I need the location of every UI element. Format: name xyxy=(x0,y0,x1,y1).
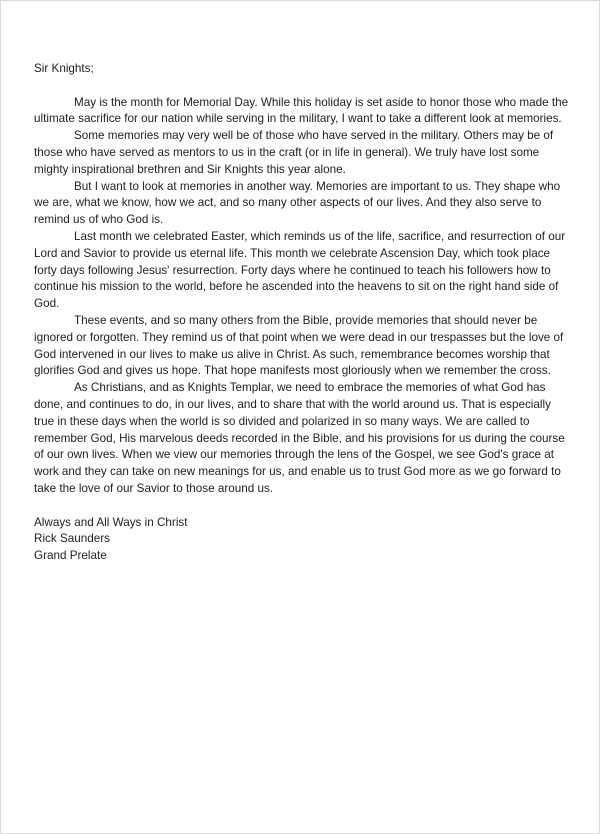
salutation: Sir Knights; xyxy=(34,62,94,75)
signature-name: Rick Saunders xyxy=(34,532,111,546)
paragraph-memories-importance: But I want to look at memories in another way. Memories are important to us. They shape who we are, what we know, how we act, and so many other aspects of our lives. And they also serve to remind us of who God is. xyxy=(34,179,561,227)
signature-title: Grand Prelate xyxy=(34,549,107,563)
paragraph-bible-events: These events, and so many others from the Bible, provide memories that should never be ignored or forgotten. They remind us of that point when we were dead in our trespasses but the love of God intervened in our lives to make us alive in Christ. As such, remembrance becomes worship that glorifies God and gives us hope. That hope manifests most gloriously when we remember the cross. xyxy=(34,313,564,378)
paragraph-easter-ascension: Last month we celebrated Easter, which reminds us of the life, sacrifice, and resurrection of our Lord and Savior to provide us eternal life. This month we celebrate Ascension Day, which took place forty days following Jesus' resurrection. Forty days where he continued to teach his followers how to continue his mission to the world, before he ascended into the heavens to sit on the right hand side of God. xyxy=(34,229,566,311)
letter-body xyxy=(34,61,574,565)
paragraph-knights-templar: As Christians, and as Knights Templar, we need to embrace the memories of what God has done, and continues to do, in our lives, and to share that with the world around us. That is especially true in these days when the world is so divided and polarized in so many ways. We are called to remember God, His marvelous deeds recorded in the Bible, and his provisions for us during the course of our own lives. When we view our memories through the lens of the Gospel, we see God's grace at work and they can take on new meanings for us, and enable us to trust God more as we go forward to take the love of our Savior to those around us. xyxy=(34,381,565,495)
closing-block xyxy=(34,515,574,565)
paragraph-military-mentors: Some memories may very well be of those who have served in the military. Others may be of those who have served as mentors to us in the craft (or in life in general). We truly have lost some mighty inspirational brethren and Sir Knights this year alone. xyxy=(34,129,554,176)
closing-phrase: Always and All Ways in Christ xyxy=(34,515,188,529)
paragraph-memorial-day: May is the month for Memorial Day. While this holiday is set aside to honor those who made the ultimate sacrifice for our nation while serving in the military, I want to take a different look at memories. xyxy=(34,95,569,126)
